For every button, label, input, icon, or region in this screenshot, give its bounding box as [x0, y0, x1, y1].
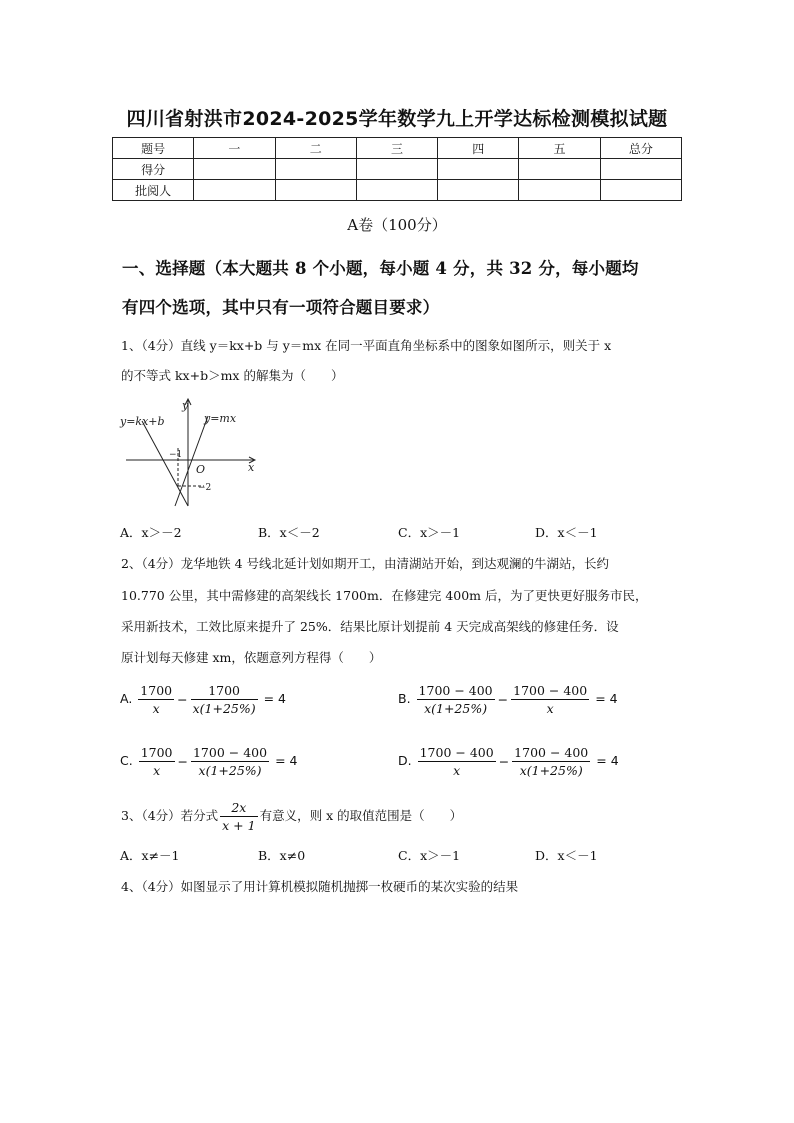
fraction — [417, 682, 495, 717]
denominator: x + 1 — [222, 818, 256, 833]
fraction — [191, 682, 258, 717]
table-cell[interactable] — [600, 159, 681, 180]
q2-stem-line4: 原计划每天修建 xm，依题意列方程得（ ） — [121, 650, 382, 665]
table-cell: 三 — [356, 138, 437, 159]
q3-fraction — [220, 799, 257, 834]
numerator: 1700 — [140, 683, 173, 698]
option-label: C. — [120, 753, 133, 768]
q1-stem-line2: 的不等式 kx+b＞mx 的解集为（ ） — [121, 368, 344, 383]
denominator: x — [153, 763, 161, 778]
label-origin: O — [196, 463, 206, 476]
equation-rhs: = 4 — [275, 753, 298, 768]
numerator: 1700 − 400 — [514, 745, 589, 760]
q1-option-c[interactable]: C．x＞－1 — [398, 525, 461, 540]
option-label: B. — [398, 691, 411, 706]
table-cell[interactable] — [600, 180, 681, 201]
numerator: 1700 − 400 — [418, 683, 493, 698]
q2-option-b[interactable] — [398, 682, 618, 717]
fraction — [511, 682, 589, 717]
denominator: x — [152, 701, 160, 716]
q3-option-a[interactable]: A．x≠－1 — [120, 848, 180, 863]
minus-sign: − — [177, 692, 188, 707]
q3-option-c[interactable]: C．x＞－1 — [398, 848, 461, 863]
table-cell[interactable] — [438, 180, 519, 201]
table-cell: 得分 — [113, 159, 194, 180]
equation-rhs: = 4 — [263, 691, 286, 706]
fraction — [139, 744, 175, 779]
table-cell: 四 — [438, 138, 519, 159]
option-label: D. — [398, 753, 412, 768]
q1-option-a[interactable]: A．x＞－2 — [120, 525, 182, 540]
score-table-header — [113, 138, 682, 159]
table-cell[interactable] — [356, 159, 437, 180]
table-cell[interactable] — [356, 180, 437, 201]
q3-pre: 3、（4分）若分式 — [121, 808, 219, 823]
table-cell: 一 — [194, 138, 275, 159]
denominator: x(1+25%) — [198, 763, 262, 778]
q4-stem-line1: 4、（4分）如图显示了用计算机模拟随机抛掷一枚硬币的某次实验的结果 — [121, 879, 519, 894]
label-x: x — [248, 461, 255, 474]
denominator: x(1+25%) — [192, 701, 256, 716]
line-kxb — [142, 421, 188, 506]
label-mx: y=mx — [204, 412, 237, 425]
table-cell[interactable] — [519, 159, 600, 180]
q1-option-d[interactable]: D．x＜－1 — [535, 525, 598, 540]
option-label: A. — [120, 691, 133, 706]
q2-option-a[interactable] — [120, 682, 286, 717]
numerator: 2x — [220, 799, 257, 817]
table-cell[interactable] — [275, 180, 356, 201]
denominator: x(1+25%) — [519, 763, 583, 778]
q1-graph — [118, 396, 268, 508]
table-cell: 题号 — [113, 138, 194, 159]
table-cell[interactable] — [194, 159, 275, 180]
page-title: 四川省射洪市2024-2025学年数学九上开学达标检测模拟试题 — [126, 108, 668, 130]
table-cell[interactable] — [519, 180, 600, 201]
table-cell: 二 — [275, 138, 356, 159]
label-kxb: y=kx+b — [120, 415, 165, 428]
denominator: x(1+25%) — [424, 701, 488, 716]
score-table — [112, 137, 682, 201]
table-cell: 五 — [519, 138, 600, 159]
table-row — [113, 159, 682, 180]
minus-sign: − — [177, 754, 188, 769]
table-row — [113, 180, 682, 201]
equation-rhs: = 4 — [595, 691, 618, 706]
table-cell[interactable] — [438, 159, 519, 180]
table-cell: 总分 — [600, 138, 681, 159]
numerator: 1700 − 400 — [192, 745, 268, 760]
numerator: 1700 − 400 — [513, 683, 588, 698]
numerator: 1700 − 400 — [419, 745, 494, 760]
fraction — [512, 744, 590, 779]
denominator: x — [546, 701, 554, 716]
table-cell[interactable] — [275, 159, 356, 180]
q2-stem-line3: 采用新技术，工效比原来提升了 25%．结果比原计划提前 4 天完成高架线的修建任务．设 — [121, 619, 619, 634]
numerator: 1700 — [191, 682, 258, 700]
part1-heading-line2: 有四个选项，其中只有一项符合题目要求） — [122, 298, 440, 317]
fraction — [138, 682, 174, 717]
part1-heading-line1: 一、选择题（本大题共 8 个小题，每小题 4 分，共 32 分，每小题均 — [122, 259, 639, 278]
q2-stem-line2: 10.770 公里，其中需修建的高架线长 1700m．在修建完 400m 后，为了更快更好服务市民， — [121, 588, 648, 603]
q2-option-c[interactable] — [120, 744, 297, 779]
denominator: x — [453, 763, 461, 778]
label-neg1: −1 — [169, 450, 183, 460]
numerator: 1700 — [140, 745, 173, 760]
q2-option-d[interactable] — [398, 744, 619, 779]
equation-rhs: = 4 — [596, 753, 619, 768]
minus-sign: − — [497, 692, 509, 707]
fraction — [191, 744, 269, 779]
label-neg2: −2 — [198, 483, 212, 493]
q3-option-b[interactable]: B．x≠0 — [258, 848, 306, 863]
table-cell[interactable] — [194, 180, 275, 201]
minus-sign: − — [498, 754, 510, 769]
q1-stem-line1: 1、（4分）直线 y＝kx+b 与 y＝mx 在同一平面直角坐标系中的图象如图所示，则关于 x — [121, 338, 612, 353]
q3-stem — [121, 799, 462, 834]
label-y: y — [182, 399, 189, 412]
q3-post: 有意义，则 x 的取值范围是（ ） — [259, 808, 463, 823]
q3-option-d[interactable]: D．x＜－1 — [535, 848, 598, 863]
table-cell: 批阅人 — [113, 180, 194, 201]
q1-option-b[interactable]: B．x＜－2 — [258, 525, 320, 540]
q2-stem-line1: 2、（4分）龙华地铁 4 号线北延计划如期开工，由清湖站开始，到达观澜的牛湖站，长约 — [121, 556, 610, 571]
section-a-title: A卷（100分） — [347, 216, 447, 234]
fraction — [418, 744, 496, 779]
